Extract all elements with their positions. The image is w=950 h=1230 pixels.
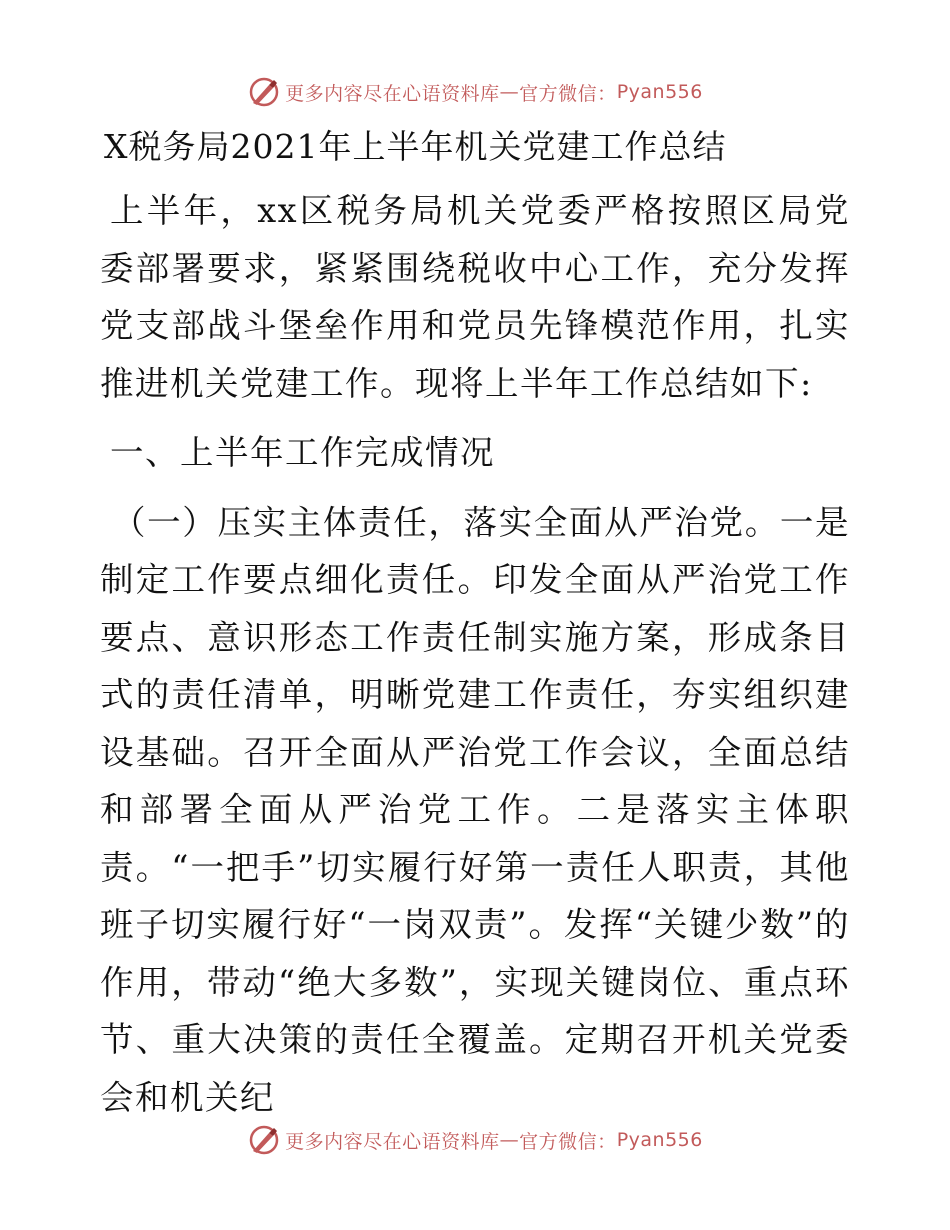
pen-logo-icon <box>247 75 281 109</box>
footer-watermark <box>0 1118 950 1162</box>
watermark-separator: — <box>499 1129 520 1151</box>
watermark-separator: — <box>499 81 520 103</box>
document-body <box>100 118 850 1126</box>
section-heading: 一、上半年工作完成情况 <box>110 433 495 472</box>
pen-logo-icon <box>247 1123 281 1157</box>
watermark-suffix: 官方微信： <box>519 1130 617 1153</box>
watermark-suffix: 官方微信： <box>519 82 617 105</box>
watermark-wechat-id: Pyan556 <box>616 81 703 103</box>
watermark-wechat-id: Pyan556 <box>616 1129 703 1151</box>
intro-paragraph: 上半年，xx区税务局机关党委严格按照区局党委部署要求，紧紧围绕税收中心工作，充分发挥党支部战斗堡垒作用和党员先锋模范作用，扎实推进机关党建工作。现将上半年工作总结如下: <box>100 191 850 403</box>
watermark-text: 更多内容尽在心语资料库 <box>285 82 500 105</box>
header-watermark <box>0 70 950 114</box>
body-paragraph: （一）压实主体责任，落实全面从严治党。一是制定工作要点细化责任。印发全面从严治党工作要点、意识形态工作责任制实施方案，形成条目式的责任清单，明晰党建工作责任，夯实组织建设基础。召开全面从严治党工作会议，全面总结和部署全面从严治党工作。二是落实主体职责。“一把手”切实履行好第一责任人职责，其他班子切实履行好“一岗双责”。发挥“关键少数”的作用，带动“绝大多数”，实现关键岗位、重点环节、重大决策的责任全覆盖。定期召开机关党委会和机关纪 <box>100 502 850 1117</box>
document-title: X税务局2021年上半年机关党建工作总结 <box>104 127 727 166</box>
watermark-text: 更多内容尽在心语资料库 <box>285 1130 500 1153</box>
